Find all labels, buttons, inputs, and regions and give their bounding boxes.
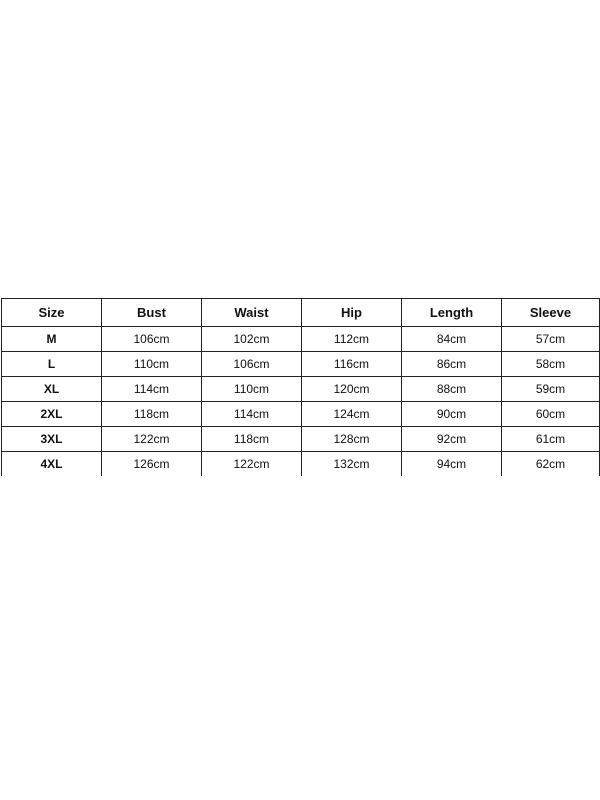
- column-header-size: Size: [2, 299, 102, 327]
- waist-cell: 102cm: [202, 327, 302, 352]
- hip-cell: 112cm: [302, 327, 402, 352]
- size-cell: M: [2, 327, 102, 352]
- table-row: [2, 377, 600, 402]
- bust-cell: 106cm: [102, 327, 202, 352]
- waist-cell: 110cm: [202, 377, 302, 402]
- sleeve-cell: 57cm: [502, 327, 600, 352]
- column-header-bust: Bust: [102, 299, 202, 327]
- bust-cell: 126cm: [102, 452, 202, 477]
- length-cell: 92cm: [402, 427, 502, 452]
- sleeve-cell: 58cm: [502, 352, 600, 377]
- column-header-length: Length: [402, 299, 502, 327]
- bust-cell: 114cm: [102, 377, 202, 402]
- sleeve-cell: 61cm: [502, 427, 600, 452]
- length-cell: 88cm: [402, 377, 502, 402]
- size-chart-table: [1, 298, 600, 476]
- hip-cell: 132cm: [302, 452, 402, 477]
- hip-cell: 120cm: [302, 377, 402, 402]
- waist-cell: 106cm: [202, 352, 302, 377]
- size-cell: 2XL: [2, 402, 102, 427]
- waist-cell: 114cm: [202, 402, 302, 427]
- hip-cell: 124cm: [302, 402, 402, 427]
- table-row: [2, 427, 600, 452]
- column-header-waist: Waist: [202, 299, 302, 327]
- size-cell: L: [2, 352, 102, 377]
- table-row: [2, 327, 600, 352]
- size-cell: 3XL: [2, 427, 102, 452]
- table-header-row: [2, 299, 600, 327]
- column-header-hip: Hip: [302, 299, 402, 327]
- length-cell: 90cm: [402, 402, 502, 427]
- table-row: [2, 402, 600, 427]
- size-cell: XL: [2, 377, 102, 402]
- column-header-sleeve: Sleeve: [502, 299, 600, 327]
- hip-cell: 128cm: [302, 427, 402, 452]
- hip-cell: 116cm: [302, 352, 402, 377]
- bust-cell: 122cm: [102, 427, 202, 452]
- sleeve-cell: 62cm: [502, 452, 600, 477]
- sleeve-cell: 60cm: [502, 402, 600, 427]
- size-cell: 4XL: [2, 452, 102, 477]
- waist-cell: 122cm: [202, 452, 302, 477]
- waist-cell: 118cm: [202, 427, 302, 452]
- bust-cell: 110cm: [102, 352, 202, 377]
- length-cell: 94cm: [402, 452, 502, 477]
- sleeve-cell: 59cm: [502, 377, 600, 402]
- length-cell: 84cm: [402, 327, 502, 352]
- bust-cell: 118cm: [102, 402, 202, 427]
- table-row: [2, 452, 600, 477]
- table-row: [2, 352, 600, 377]
- length-cell: 86cm: [402, 352, 502, 377]
